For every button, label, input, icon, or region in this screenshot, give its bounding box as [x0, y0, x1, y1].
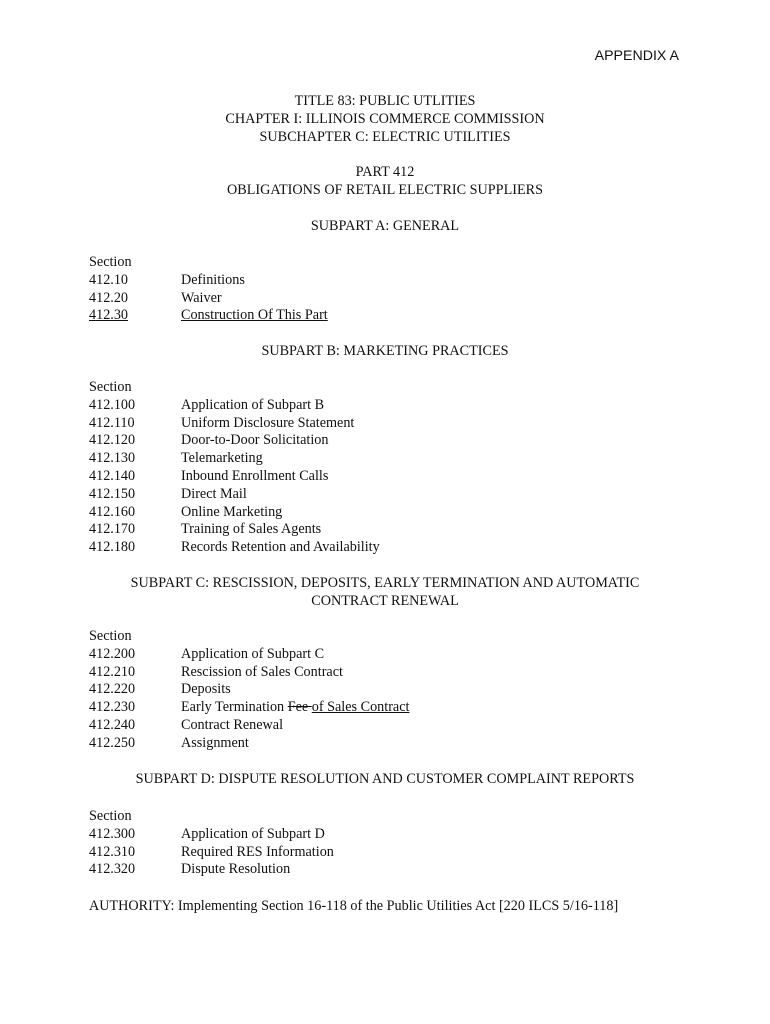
section-title: Rescission of Sales Contract — [181, 663, 343, 680]
section-title: Contract Renewal — [181, 716, 284, 733]
section-title: Uniform Disclosure Statement — [181, 414, 355, 431]
section-number: 412.160 — [89, 503, 136, 520]
section-number: 412.20 — [89, 289, 129, 306]
part-number: PART 412 — [355, 164, 415, 180]
section-number: 412.230 — [89, 699, 136, 716]
subpart-heading-line: SUBPART C: RESCISSION, DEPOSITS, EARLY TERMINATION AND AUTOMATIC — [130, 575, 640, 591]
section-title: Deposits — [181, 681, 231, 698]
subchapter-line: SUBCHAPTER C: ELECTRIC UTILITIES — [259, 128, 511, 145]
section-number: 412.150 — [89, 485, 136, 502]
section-title: Direct Mail — [181, 485, 247, 502]
section-title: Required RES Information — [181, 843, 334, 860]
section-number: 412.140 — [89, 467, 136, 484]
section-title: Inbound Enrollment Calls — [181, 467, 329, 484]
section-row — [89, 521, 689, 539]
section-number: 412.240 — [89, 716, 136, 733]
section-row — [89, 486, 689, 504]
section-row — [89, 450, 689, 468]
inserted-text: of Sales Contract — [311, 699, 410, 716]
subpart-c-section-list — [89, 628, 689, 753]
section-number: 412.300 — [89, 825, 136, 842]
section-title: Training of Sales Agents — [181, 521, 322, 538]
section-number: 412.130 — [89, 450, 136, 467]
appendix-label: APPENDIX A — [594, 48, 679, 64]
section-title: Application of Subpart D — [181, 825, 325, 842]
section-title-text: Early Termination — [181, 699, 288, 716]
section-row — [89, 646, 689, 664]
title-heading — [0, 93, 770, 146]
section-number: 412.220 — [89, 681, 136, 698]
section-row — [89, 432, 689, 450]
section-title: Construction Of This Part — [181, 307, 328, 324]
section-number: 412.110 — [89, 414, 135, 431]
subpart-d-heading — [0, 771, 770, 789]
section-title: Online Marketing — [181, 503, 283, 520]
section-row — [89, 844, 689, 862]
section-column-label: Section — [89, 808, 132, 824]
subpart-heading-line: SUBPART B: MARKETING PRACTICES — [261, 343, 509, 359]
section-column-label: Section — [89, 254, 132, 270]
part-heading — [0, 164, 770, 200]
section-number: 412.180 — [89, 539, 136, 556]
section-number: 412.250 — [89, 734, 136, 751]
authority-note: AUTHORITY: Implementing Section 16-118 of the Public Utilities Act [220 ILCS 5/16-118] — [89, 898, 619, 914]
section-title — [181, 699, 409, 717]
section-number: 412.120 — [89, 432, 136, 449]
section-row — [89, 539, 689, 557]
section-title: Records Retention and Availability — [181, 539, 380, 556]
subpart-d-section-list — [89, 808, 689, 879]
section-title: Dispute Resolution — [181, 861, 291, 878]
section-row — [89, 468, 689, 486]
section-number: 412.30 — [89, 307, 129, 324]
subpart-c-heading — [0, 575, 770, 611]
chapter-line: CHAPTER I: ILLINOIS COMMERCE COMMISSION — [225, 110, 545, 127]
section-row — [89, 504, 689, 522]
subpart-a-section-list — [89, 254, 689, 325]
section-row — [89, 861, 689, 879]
section-number: 412.210 — [89, 663, 136, 680]
section-row-amended — [89, 699, 689, 717]
section-row — [89, 415, 689, 433]
subpart-heading-line: CONTRACT RENEWAL — [311, 592, 459, 609]
section-number: 412.310 — [89, 843, 136, 860]
section-title: Telemarketing — [181, 450, 263, 467]
deleted-text: Fee — [287, 699, 312, 716]
subpart-heading-line: SUBPART D: DISPUTE RESOLUTION AND CUSTOMER COMPLAINT REPORTS — [135, 771, 635, 787]
section-column-label: Section — [89, 379, 132, 395]
section-row — [89, 681, 689, 699]
section-row — [89, 664, 689, 682]
section-row — [89, 735, 689, 753]
subpart-heading-line: SUBPART A: GENERAL — [310, 218, 460, 234]
subpart-a-heading — [0, 218, 770, 236]
section-row — [89, 826, 689, 844]
section-number: 412.10 — [89, 271, 129, 288]
section-title: Waiver — [181, 289, 222, 306]
section-row — [89, 717, 689, 735]
section-number: 412.200 — [89, 645, 136, 662]
section-row — [89, 397, 689, 415]
part-name: OBLIGATIONS OF RETAIL ELECTRIC SUPPLIERS — [227, 181, 543, 198]
section-title: Application of Subpart B — [181, 396, 325, 413]
section-title: Application of Subpart C — [181, 645, 325, 662]
section-title: Definitions — [181, 271, 245, 288]
section-title: Assignment — [181, 734, 249, 751]
section-row — [89, 290, 689, 308]
section-title: Door-to-Door Solicitation — [181, 432, 329, 449]
section-number: 412.170 — [89, 521, 136, 538]
section-number: 412.320 — [89, 861, 136, 878]
section-column-label: Section — [89, 628, 132, 644]
section-row-amended — [89, 307, 328, 325]
section-row — [89, 272, 689, 290]
subpart-b-heading — [0, 343, 770, 361]
subpart-b-section-list — [89, 379, 689, 557]
section-number: 412.100 — [89, 396, 136, 413]
title-line: TITLE 83: PUBLIC UTLITIES — [294, 93, 476, 109]
